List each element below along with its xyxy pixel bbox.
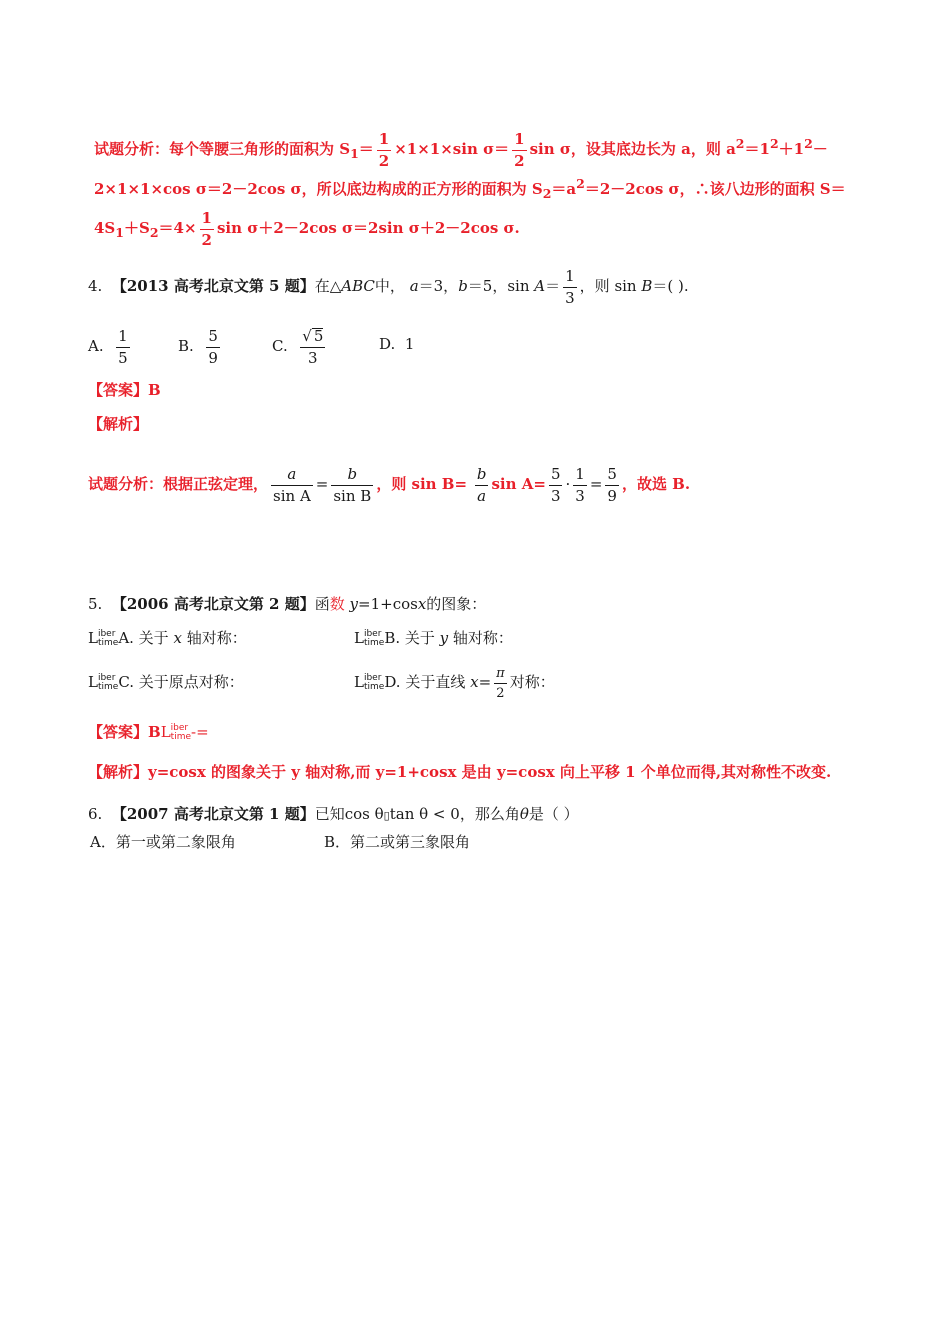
- text: 2×1×1×cos σ＝2－2cos σ，所以底边构成的正方形的面积为 S: [94, 180, 543, 198]
- fraction-pi-over-2: [494, 667, 507, 700]
- jiexi-text: 【解析】y=cosx 的图象关于 y 轴对称,而 y=1+cosx 是由 y=cosx 向上平移 1 个单位而得,其对称性不改变.: [88, 763, 832, 781]
- den: 9: [208, 348, 218, 367]
- text: C. 关于原点对称：: [118, 673, 244, 691]
- num: 1: [377, 132, 391, 151]
- text: ＋1: [778, 140, 805, 158]
- num: 5: [549, 467, 563, 486]
- text: ABC: [341, 277, 375, 295]
- fraction: [475, 464, 489, 505]
- den: 5: [118, 348, 128, 367]
- sup: 2: [769, 136, 779, 151]
- answer-value: B: [148, 381, 161, 399]
- num: 5: [206, 329, 220, 348]
- q4-analysis: [88, 456, 690, 512]
- answer-value: B: [148, 723, 161, 741]
- question-number: 5.: [88, 595, 103, 613]
- den: 3: [308, 349, 318, 367]
- fraction-half: [377, 129, 391, 170]
- jiexi-label: 【解析】: [88, 415, 149, 433]
- text: sin A=: [491, 475, 546, 493]
- q5-stem: [88, 594, 486, 614]
- analysis3-line3: [94, 206, 520, 250]
- sqrt-radicand: 5: [313, 327, 324, 345]
- equals: =: [315, 475, 329, 493]
- num: b: [331, 467, 373, 486]
- text: x: [417, 595, 427, 613]
- q6-option-a: [90, 832, 236, 852]
- num: 1: [116, 329, 130, 348]
- q4-option-d: [379, 334, 414, 354]
- den: 2: [496, 685, 505, 701]
- text: ＝4×: [158, 219, 197, 237]
- q6-stem: [88, 804, 579, 826]
- option-text: B．第二或第三象限角: [324, 833, 471, 851]
- q5-jiexi: [88, 762, 831, 782]
- question-source: 【2007 高考北京文第 1 题】: [111, 805, 315, 823]
- text: =: [478, 673, 492, 691]
- fraction-half: [512, 129, 526, 170]
- text: ＝( ).: [652, 277, 689, 295]
- dot: ·: [565, 475, 571, 493]
- option-label: A.: [88, 337, 104, 355]
- placeholder-glyph: ▯: [383, 809, 390, 822]
- tag-letter: L: [88, 629, 98, 647]
- tag-letter: L: [160, 723, 171, 741]
- den: 3: [575, 486, 585, 505]
- den: 2: [514, 151, 525, 170]
- fraction: [116, 326, 130, 367]
- text: 在△: [314, 277, 342, 295]
- math: tan θ < 0: [389, 805, 460, 823]
- den: sin A: [273, 486, 311, 505]
- sup: 2: [804, 136, 813, 151]
- text: 试题分析：每个等腰三角形的面积为 S: [94, 140, 351, 158]
- tag-block: [364, 630, 384, 648]
- tag-bottom: time: [97, 638, 119, 648]
- text: ＋S: [123, 219, 150, 237]
- text: ＝a: [551, 180, 577, 198]
- question-source: 【2006 高考北京文第 2 题】: [111, 595, 315, 613]
- text: a: [409, 277, 419, 295]
- fraction: [206, 326, 220, 367]
- tag-top: iber: [97, 673, 116, 683]
- tag-letter: L: [354, 629, 364, 647]
- text: ＝5，sin: [467, 277, 535, 295]
- num: π: [494, 667, 507, 684]
- text: ＝: [545, 277, 561, 295]
- text: y: [439, 629, 449, 647]
- math: cos θ: [344, 805, 384, 823]
- sub: 1: [350, 146, 359, 161]
- text: ，则 sin: [579, 277, 642, 295]
- tag-block: [98, 630, 118, 648]
- text: sin σ，设其底边长为 a，则 a: [529, 140, 736, 158]
- q5-option-d: [354, 660, 555, 704]
- den: a: [477, 486, 487, 505]
- text: 中，: [374, 277, 405, 295]
- num: a: [271, 467, 313, 486]
- den: 9: [607, 486, 617, 505]
- text: 的图象：: [426, 595, 487, 613]
- tag-bottom: time: [97, 682, 119, 692]
- num: b: [475, 467, 489, 486]
- question-number: 4.: [88, 277, 103, 295]
- den: 2: [201, 230, 212, 249]
- text: A: [534, 277, 546, 295]
- text: -=: [191, 723, 209, 741]
- text: =1+cos: [358, 595, 418, 613]
- text: ，故选 B.: [621, 475, 691, 493]
- text: ，则 sin B=: [376, 475, 468, 493]
- text: ＝: [358, 140, 374, 158]
- tag-block: [364, 674, 384, 692]
- sup: 2: [576, 176, 585, 191]
- num: 1: [563, 269, 577, 288]
- fraction: [271, 464, 313, 505]
- num: 1: [200, 211, 214, 230]
- q4-option-a: [88, 324, 133, 368]
- text: ＝3，: [418, 277, 459, 295]
- analysis3-line1: [94, 122, 828, 170]
- text: 对称：: [509, 673, 555, 691]
- tag-block: [171, 724, 191, 742]
- text: x: [173, 629, 182, 647]
- num: 1: [512, 132, 526, 151]
- num: 5: [605, 467, 619, 486]
- text: A. 关于: [118, 629, 174, 647]
- num: √ 5: [300, 328, 325, 348]
- fraction-sqrt: [300, 328, 325, 366]
- q4-option-b: [178, 324, 223, 368]
- tag-top: iber: [363, 629, 382, 639]
- text: 已知: [314, 805, 345, 823]
- sub: 2: [542, 186, 552, 201]
- text: y: [349, 595, 359, 613]
- text: 函: [314, 595, 330, 613]
- fraction-half: [200, 208, 214, 249]
- den: 3: [565, 288, 575, 307]
- text: 数: [329, 595, 345, 613]
- question-number: 6.: [88, 805, 103, 823]
- tag-letter: L: [354, 673, 364, 691]
- analysis3-line2: [94, 174, 846, 204]
- q4-answer: [88, 380, 161, 400]
- question-source: 【2013 高考北京文第 5 题】: [111, 277, 315, 295]
- sup: 2: [735, 136, 745, 151]
- text: ＝2－2cos σ，∴该八边形的面积 S＝: [584, 180, 846, 198]
- text: 轴对称：: [181, 629, 247, 647]
- text: ＝1: [744, 140, 770, 158]
- text: x: [470, 673, 479, 691]
- text: θ: [519, 805, 529, 823]
- text: ×1×1×sin σ＝: [394, 140, 510, 158]
- num: 1: [573, 467, 587, 486]
- fraction: [331, 464, 373, 505]
- tag-bottom: time: [363, 638, 385, 648]
- text: 试题分析：根据正弦定理，: [88, 475, 269, 493]
- answer-label: 【答案】: [88, 723, 149, 741]
- option-label: C.: [272, 337, 288, 355]
- text: －: [812, 140, 828, 158]
- q4-jiexi-label: [88, 414, 148, 434]
- text: B: [641, 277, 653, 295]
- option-label: B.: [178, 337, 194, 355]
- fraction: [549, 464, 563, 505]
- fraction: [573, 464, 587, 505]
- equals: =: [589, 475, 603, 493]
- text: B. 关于: [384, 629, 440, 647]
- q5-answer: [88, 722, 209, 742]
- tag-bottom: time: [170, 732, 192, 742]
- text: b: [458, 277, 468, 295]
- q4-stem: [88, 264, 689, 308]
- text: 4S: [94, 219, 116, 237]
- tag-top: iber: [170, 723, 189, 733]
- option-text: A．第一或第二象限角: [90, 833, 236, 851]
- sub: 1: [115, 225, 124, 240]
- den: sin B: [333, 486, 372, 505]
- answer-label: 【答案】: [88, 381, 149, 399]
- q5-option-c: [88, 672, 244, 692]
- den: 2: [378, 151, 390, 170]
- text: ，那么角: [459, 805, 520, 823]
- q4-option-c: [272, 324, 328, 368]
- q6-option-b: [324, 832, 470, 852]
- text: sin σ＋2－2cos σ＝2sin σ＋2－2cos σ.: [216, 219, 520, 237]
- tag-bottom: time: [363, 682, 385, 692]
- den: 3: [550, 486, 561, 505]
- option-text: 1: [404, 335, 415, 353]
- tag-letter: L: [88, 673, 98, 691]
- text: D. 关于直线: [384, 673, 471, 691]
- q5-option-a: [88, 628, 247, 648]
- sub: 2: [149, 225, 159, 240]
- text: 轴对称：: [448, 629, 513, 647]
- tag-top: iber: [363, 673, 382, 683]
- tag-top: iber: [97, 629, 116, 639]
- option-label: D.: [379, 335, 396, 353]
- fraction: [563, 266, 577, 307]
- q5-option-b: [354, 628, 513, 648]
- text: 是（ ）: [528, 805, 579, 823]
- fraction: [605, 464, 619, 505]
- tag-block: [98, 674, 118, 692]
